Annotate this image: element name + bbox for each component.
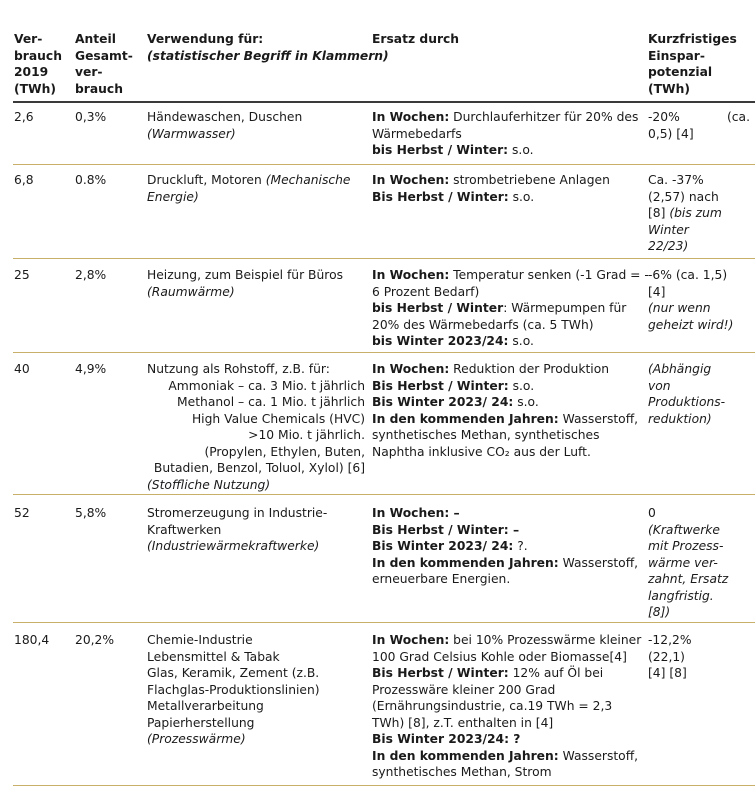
cell-ersatz: In Wochen: strombetriebene Anlagen Bis Herbst / Winter: s.o. (372, 173, 610, 204)
header-ersatz: Ersatz durch (372, 32, 460, 46)
row-divider (13, 785, 755, 786)
row-divider (13, 494, 755, 495)
cell-einsparpotenzial: -6% (ca. 1,5) [4] (nur wenn geheizt wird!) (648, 268, 734, 332)
cell-anteil: 0,3% (75, 110, 107, 124)
cell-verbrauch: 180,4 (14, 633, 50, 647)
cell-einsparpotenzial: -12,2% (22,1) [4] [8] (648, 633, 692, 680)
cell-ersatz: In Wochen: Temperatur senken (-1 Grad = - 6 Prozent Bedarf) bis Herbst / Winter: Wärmepumpen für 20% des Wärmebedarfs (ca. 5 TWh) bis Winter 2023/24: s.o. (372, 268, 649, 348)
row-divider (13, 258, 755, 259)
cell-ersatz: In Wochen: Reduktion der Produktion Bis Herbst / Winter: s.o. Bis Winter 2023/ 24: s.o. In den kommenden Jahren: Wasserstoff, synthetisches Methan, synthetisches Naphtha inklusive CO₂ aus der Luft. (372, 362, 639, 459)
header-verwendung: Verwendung für: (statistischer Begriff in Klammern) (147, 32, 389, 63)
cell-verbrauch: 40 (14, 362, 30, 376)
cell-verwendung: Chemie-Industrie Lebensmittel & Tabak Glas, Keramik, Zement (z.B. Flachglas-Produktionslinien) Metallverarbeitung Papierherstellung (Prozesswärme) (147, 633, 320, 746)
cell-einsparpotenzial: Ca. -37% (2,57) nach [8] (bis zum Winter 22/23) (648, 173, 722, 253)
cell-verwendung: Nutzung als Rohstoff, z.B. für: Ammoniak – ca. 3 Mio. t jährlich Methanol – ca. 1 Mio. t jährlich High Value Chemicals (HVC) >10 Mio. t jährlich. (Propylen, Ethylen, Buten, Butadien, Benzol, Toluol, Xylol) [6] (Stoffliche Nutzung) (147, 362, 365, 492)
cell-ersatz: In Wochen: bei 10% Prozesswärme kleiner 100 Grad Celsius Kohle oder Biomasse[4] Bis Herbst / Winter: 12% auf Öl bei Prozesswäre kleiner 200 Grad (Ernährungsindustrie, ca.19 TWh = 2,3 TWh) [8], z.T. enthalten in [4] Bis Winter 2023/24: ? In den kommenden Jahren: Wasserstoff, synthetisches Methan, Strom (372, 633, 642, 779)
cell-ersatz: In Wochen: – Bis Herbst / Winter: – Bis Winter 2023/ 24: ?. In den kommenden Jahren: Wasserstoff, erneuerbare Energien. (372, 506, 639, 586)
row-divider (13, 622, 755, 623)
cell-verwendung: Händewaschen, Duschen (Warmwasser) (147, 110, 303, 141)
cell-einsparpotenzial: (Abhängig von Produktions- reduktion) (648, 362, 726, 426)
row-divider (13, 352, 755, 353)
cell-einsparpotenzial: 0 (Kraftwerke mit Prozess- wärme ver- zahnt, Ersatz langfristig. [8]) (648, 506, 729, 619)
cell-einsparpotenzial: -20% (ca. 0,5) [4] (648, 110, 750, 141)
header-anteil: Anteil Gesamt- ver- brauch (75, 32, 133, 96)
cell-verwendung: Stromerzeugung in Industrie- Kraftwerken (Industriewärmekraftwerke) (147, 506, 328, 553)
header-divider (13, 101, 755, 103)
row-divider (13, 164, 755, 165)
cell-anteil: 20,2% (75, 633, 115, 647)
cell-anteil: 2,8% (75, 268, 107, 282)
cell-verbrauch: 25 (14, 268, 30, 282)
cell-anteil: 5,8% (75, 506, 107, 520)
cell-anteil: 4,9% (75, 362, 107, 376)
header-verbrauch: Ver- brauch 2019 (TWh) (14, 32, 62, 96)
cell-verbrauch: 2,6 (14, 110, 34, 124)
cell-ersatz: In Wochen: Durchlauferhitzer für 20% des Wärmebedarfs bis Herbst / Winter: s.o. (372, 110, 639, 157)
cell-verbrauch: 52 (14, 506, 30, 520)
cell-anteil: 0.8% (75, 173, 107, 187)
cell-verwendung: Heizung, zum Beispiel für Büros (Raumwärme) (147, 268, 343, 299)
cell-verbrauch: 6,8 (14, 173, 34, 187)
header-einsparpotenzial: Kurzfristiges Einspar- potenzial (TWh) (648, 32, 737, 96)
cell-verwendung: Druckluft, Motoren (Mechanische Energie) (147, 173, 351, 204)
